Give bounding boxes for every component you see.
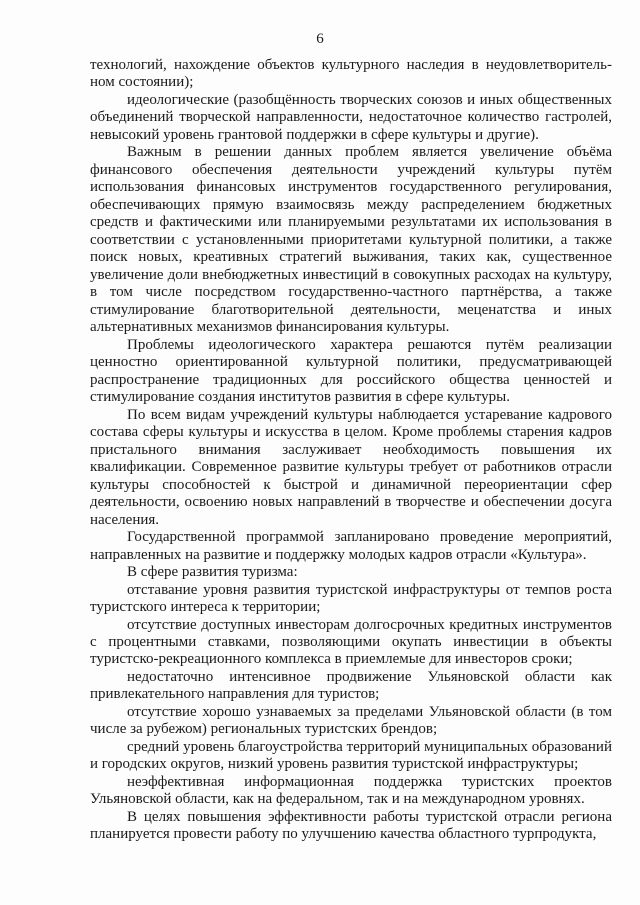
paragraph-ideological-solutions: Проблемы идеологического характера решаются путём реализации ценностно ориентированной культурной политики, предусматривающей распространение традиционных для российского общества ценностей и стимулирование создания институтов развития в сфере культуры.: [90, 336, 612, 406]
list-item-landscaping: средний уровень благоустройства территорий муниципальных образований и городских округов, низкий уровень развития туристской инфраструктуры;: [90, 738, 612, 773]
paragraph-technology-continuation: технологий, нахождение объектов культурного наследия в неудовлетворитель-ном состоянии);: [90, 57, 612, 91]
list-item-brands: отсутствие хорошо узнаваемых за пределами Ульяновской области (в том числе за рубежом) региональных туристских брендов;: [90, 703, 612, 738]
list-item-credit-instruments: отсутствие доступных инвесторам долгосрочных кредитных инструментов с процентными ставками, позволяющими окупать инвестиции в объекты туристско-рекреационного комплекса в приемлемые для инвесторов сроки;: [90, 616, 612, 668]
paragraph-ideological-problems: идеологические (разобщённость творческих союзов и иных общественных объединений творческой направленности, недостаточное количество гастролей, невысокий уровень грантовой поддержки в сфере культуры и другие).: [90, 91, 612, 143]
paragraph-tourism-heading: В сфере развития туризма:: [127, 564, 298, 581]
list-item-promotion: недостаточно интенсивное продвижение Ульяновской области как привлекательного направления для туристов;: [90, 668, 612, 703]
paragraph-young-staff-program: Государственной программой запланировано проведение мероприятий, направленных на развитие и поддержку молодых кадров отрасли «Культура».: [90, 529, 612, 563]
paragraph-financing: Важным в решении данных проблем является увеличение объёма финансового обеспечения деятельности учреждений культуры путём использования финансовых инструментов государственного регулирования, обеспечивающих прямую взаимосвязь между распределением бюджетных средств и фактическими или планируемыми результатами их использования в соответствии с установленными приоритетами культурной политики, а также поиск новых, креативных стратегий выживания, таких как, существенное увеличение доли внебюджетных инвестиций в совокупных расходах на культуру, в том числе посредством государственно-частного партнёрства, а также стимулирование благотворительной деятельности, меценатства и иных альтернативных механизмов финансирования культуры.: [90, 144, 612, 336]
page-number: 6: [316, 31, 324, 47]
paragraph-staffing: По всем видам учреждений культуры наблюдается устаревание кадрового состава сферы культуры и искусства в целом. Кроме проблемы старения кадров пристального внимания заслуживает необходимость повышения их квалификации. Современное развитие культуры требует от работников отрасли культуры способностей к быстрой и динамичной переориентации сфер деятельности, освоению новых направлений в творчестве и обеспечении досуга населения.: [90, 406, 612, 528]
paragraph-tourism-efficiency: В целях повышения эффективности работы туристской отрасли региона планируется провести работу по улучшению качества областного турпродукта,: [90, 808, 612, 843]
list-item-information-support: неэффективная информационная поддержка туристских проектов Ульяновской области, как на федеральном, так и на международном уровнях.: [90, 773, 612, 808]
list-item-infrastructure-lag: отставание уровня развития туристской инфраструктуры от темпов роста туристского интереса к территории;: [90, 581, 612, 616]
body-text: [90, 57, 612, 844]
